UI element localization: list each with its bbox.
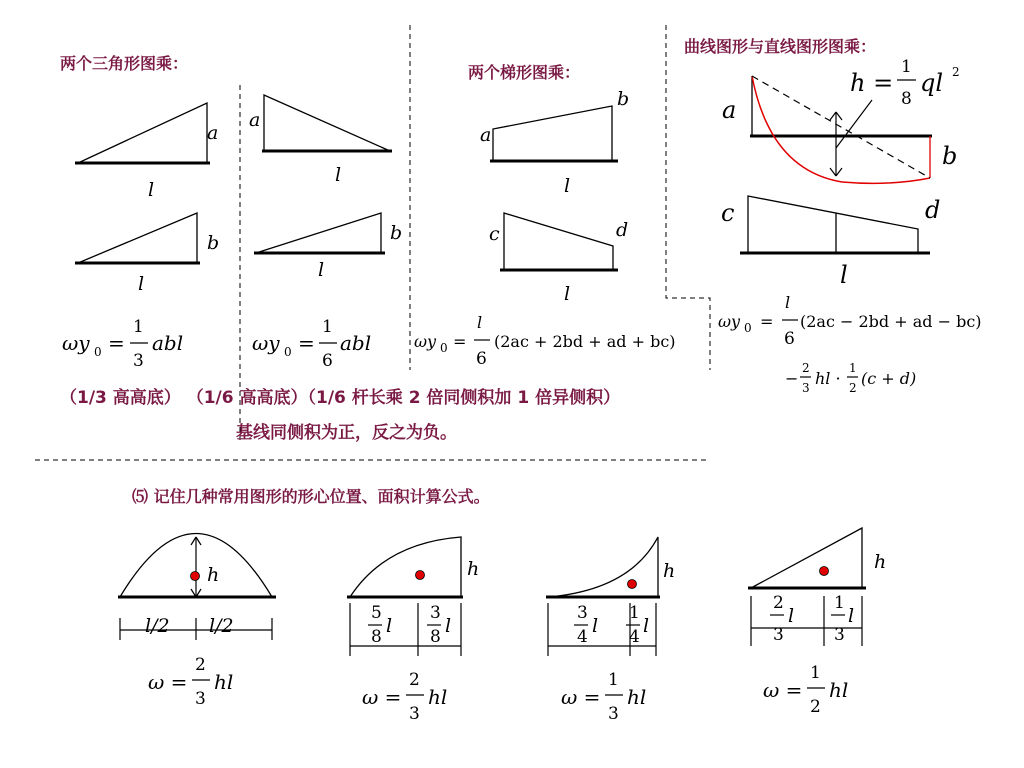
note-line-2: 基线同侧积为正，反之为负。 xyxy=(236,423,457,443)
label-l: l xyxy=(445,615,452,637)
fraction-num: 1 xyxy=(608,670,619,690)
fraction-den: 4 xyxy=(577,627,588,647)
fraction-den: 6 xyxy=(322,351,333,371)
formula-ql: ql xyxy=(920,69,944,97)
label-d: d xyxy=(616,219,629,241)
fraction-den: 8 xyxy=(430,627,441,647)
fraction-num: 3 xyxy=(430,603,441,623)
formula-hl: hl xyxy=(214,670,234,694)
fraction-num: 1 xyxy=(810,663,821,683)
formula-lhs: ωy xyxy=(62,331,90,355)
formula-eq: = xyxy=(298,331,315,355)
trapezoid-diagram-1 xyxy=(480,88,629,197)
label-d: d xyxy=(925,196,941,224)
fraction-den: 3 xyxy=(133,351,144,371)
label-l: l xyxy=(386,615,393,637)
shape-symmetric-parabola xyxy=(118,534,276,710)
formula-lhs: ωy xyxy=(252,331,280,355)
fraction-num: 1 xyxy=(629,603,640,623)
label-c: c xyxy=(489,223,500,245)
heading-two-trapezoids: 两个梯形图乘： xyxy=(468,63,581,82)
fraction-num: 1 xyxy=(849,361,857,375)
fraction-num: 3 xyxy=(577,603,588,623)
fraction-den: 3 xyxy=(773,625,784,645)
fraction-num: 2 xyxy=(195,655,206,675)
formula-hl: hl xyxy=(829,678,849,702)
fraction-den: 8 xyxy=(901,89,912,109)
curve-diagram xyxy=(722,57,960,183)
formula-hl: hl · xyxy=(815,369,841,388)
formula-one-third xyxy=(62,317,183,371)
label-h: h xyxy=(874,551,887,573)
formula-sq: 2 xyxy=(952,65,960,79)
formula-one-sixth xyxy=(252,317,371,371)
shape-concave-parabola xyxy=(546,537,675,724)
formula-h: h = xyxy=(850,69,894,97)
centroid-dot xyxy=(820,567,829,576)
formula-abl: abl xyxy=(152,331,184,355)
formula-expr: (2ac − 2bd + ad − bc) xyxy=(800,312,982,331)
fraction-den: 6 xyxy=(784,329,795,349)
formula-omega: ω = xyxy=(362,685,402,709)
divider-right xyxy=(666,25,710,370)
formula-omega: ω = xyxy=(148,670,188,694)
heading-curve-line: 曲线图形与直线图形图乘： xyxy=(684,37,877,56)
shape-half-parabola xyxy=(347,537,479,724)
label-l: l xyxy=(564,175,571,197)
formula-expr: (2ac + 2bd + ad + bc) xyxy=(494,332,676,351)
fraction-den: 3 xyxy=(195,689,206,709)
formula-sub: 0 xyxy=(94,345,102,359)
label-l: l xyxy=(848,605,855,627)
fraction-den: 8 xyxy=(371,627,382,647)
label-h: h xyxy=(207,564,220,586)
label-a: a xyxy=(480,124,492,146)
label-l: l xyxy=(643,615,650,637)
label-l: l xyxy=(318,259,325,281)
label-a: a xyxy=(249,109,261,131)
formula-omega: ω = xyxy=(561,685,601,709)
label-half-l: l/2 xyxy=(209,615,234,637)
triangle-diagram-4 xyxy=(254,213,402,281)
fraction-num: 1 xyxy=(901,57,912,77)
note-line-1: （1/3 高高底） （1/6 高高底）（1/6 杆长乘 2 倍同侧积加 1 倍异侧积） xyxy=(60,388,621,408)
label-l: l xyxy=(840,261,848,289)
fraction-num: 2 xyxy=(773,593,784,613)
fraction-den: 2 xyxy=(810,697,821,717)
formula-hl: hl xyxy=(428,685,448,709)
formula-sub: 0 xyxy=(744,321,752,335)
triangle-diagram-1 xyxy=(75,103,218,201)
formula-hl: hl xyxy=(627,685,647,709)
formula-minus: − xyxy=(785,369,799,388)
fraction-num: 5 xyxy=(371,603,382,623)
formula-cd: (c + d) xyxy=(861,369,917,388)
centroid-dot xyxy=(416,571,425,580)
fraction-num: l xyxy=(477,313,483,332)
formula-curve xyxy=(718,293,982,395)
centroid-dot xyxy=(191,572,200,581)
label-h: h xyxy=(467,558,480,580)
formula-eq: = xyxy=(760,312,774,331)
fraction-den: 3 xyxy=(409,704,420,724)
label-b: b xyxy=(207,232,220,254)
label-half-l: l/2 xyxy=(145,615,170,637)
formula-sub: 0 xyxy=(284,345,292,359)
fraction-num: 2 xyxy=(802,361,810,375)
label-h: h xyxy=(663,560,676,582)
label-l: l xyxy=(592,615,599,637)
label-b: b xyxy=(942,142,958,170)
fraction-den: 3 xyxy=(802,381,810,395)
label-a: a xyxy=(207,122,219,144)
label-a: a xyxy=(722,96,737,124)
heading-two-triangles: 两个三角形图乘： xyxy=(60,54,189,73)
heading-centroid: ⑸ 记住几种常用图形的形心位置、面积计算公式。 xyxy=(132,487,490,506)
fraction-num: 1 xyxy=(133,317,144,337)
formula-eq: = xyxy=(108,331,125,355)
centroid-dot xyxy=(628,580,637,589)
fraction-den: 6 xyxy=(476,349,487,369)
trapezoid-diagram-2 xyxy=(489,213,628,305)
fraction-num: 1 xyxy=(322,317,333,337)
label-l: l xyxy=(138,273,145,295)
formula-lhs: ωy xyxy=(718,312,741,331)
fraction-num: 2 xyxy=(409,670,420,690)
formula-eq: = xyxy=(453,332,467,351)
label-l: l xyxy=(788,605,795,627)
label-b: b xyxy=(390,222,403,244)
fraction-num: l xyxy=(785,293,791,312)
triangle-diagram-3 xyxy=(249,95,392,186)
label-c: c xyxy=(721,199,735,227)
fraction-den: 3 xyxy=(834,625,845,645)
fraction-den: 3 xyxy=(608,704,619,724)
label-b: b xyxy=(617,88,630,110)
fraction-den: 4 xyxy=(629,627,640,647)
shape-triangle xyxy=(748,528,886,717)
fraction-den: 2 xyxy=(849,381,857,395)
triangle-diagram-2 xyxy=(75,213,219,295)
straight-trapezoid-diagram xyxy=(721,196,940,289)
formula-trapezoid xyxy=(414,313,676,369)
label-l: l xyxy=(148,179,155,201)
fraction-num: 1 xyxy=(834,593,845,613)
formula-abl: abl xyxy=(340,331,372,355)
formula-sub: 0 xyxy=(440,341,448,355)
formula-omega: ω = xyxy=(763,678,803,702)
label-l: l xyxy=(564,283,571,305)
formula-lhs: ωy xyxy=(414,332,437,351)
label-l: l xyxy=(335,164,342,186)
